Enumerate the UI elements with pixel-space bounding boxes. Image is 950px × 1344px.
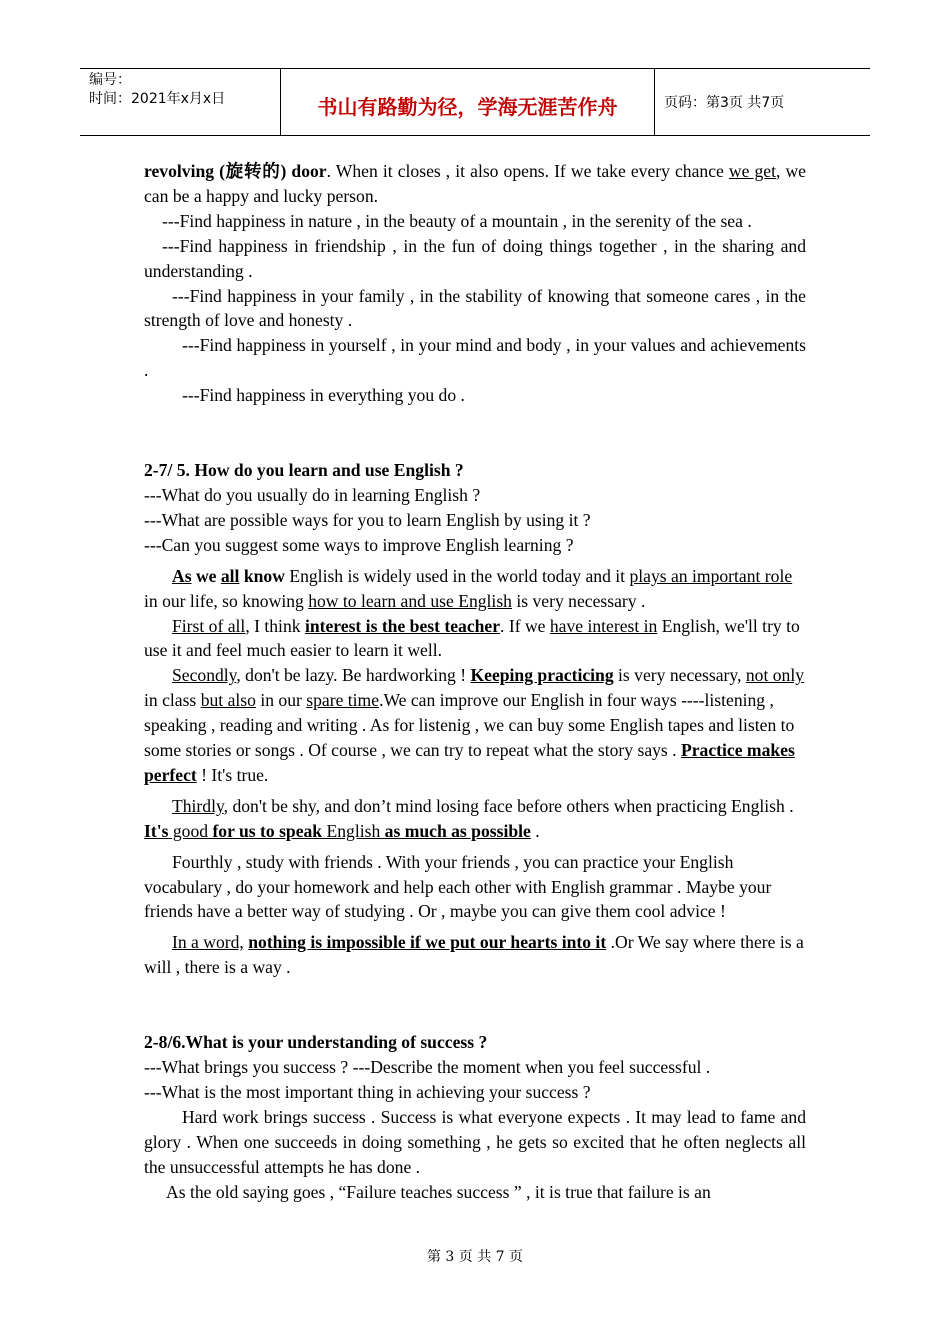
underline-phrase: good <box>168 820 213 841</box>
text: is very necessary, <box>613 665 746 686</box>
section6-paragraph-2: As the old saying goes , “Failure teaches success ” , it is true that failure is an <box>166 1181 711 1202</box>
page-header <box>80 68 870 136</box>
section6-question-2: ---What is the most important thing in achieving your success ? <box>144 1082 591 1102</box>
document-body <box>144 159 806 1205</box>
phrase-we: we <box>191 565 221 586</box>
underline-phrase: English <box>322 820 385 841</box>
header-meta-cell <box>80 69 281 135</box>
happiness-everything: ---Find happiness in everything you do . <box>182 385 465 406</box>
section6-question-1: ---What brings you success ? ---Describe the moment when you feel successful . <box>144 1057 711 1078</box>
underline-phrase: plays an important role <box>629 565 793 586</box>
text: ! It's true. <box>196 764 269 785</box>
section6-title: 2-8/6.What is your understanding of success ? <box>144 1032 488 1053</box>
happiness-yourself: ---Find happiness in yourself , in your mind and body , in your values and achievements . <box>144 335 806 381</box>
text: .Or We say where there is a will , there is a way . <box>144 932 804 978</box>
section6-paragraph-1: Hard work brings success . Success is what everyone expects . It may lead to fame and glory . When one succeeds in doing something , he gets so excited that he often neglects all the unsuccessful attempts he has done . <box>144 1106 806 1177</box>
phrase-know: know <box>239 565 285 586</box>
phrase-as: As <box>172 565 192 586</box>
text: , I think <box>245 615 305 636</box>
text: . If we <box>500 615 550 636</box>
section5-title: 2-7/ 5. How do you learn and use English ? <box>144 460 464 481</box>
text: . <box>530 820 540 841</box>
text: , don't be lazy. Be hardworking ! <box>236 665 471 686</box>
bold-underline-phrase: as much as possible <box>384 820 531 841</box>
page-footer: 第 3 页 共 7 页 <box>426 1249 524 1265</box>
intro-bold-phrase: revolving (旋转的) door <box>144 161 327 181</box>
date-label: 时间：2021年x月x日 <box>89 91 226 107</box>
text: in class <box>144 690 201 711</box>
text: in our life, so knowing <box>144 590 309 611</box>
text: in our <box>255 690 307 711</box>
happiness-friendship: ---Find happiness in friendship , in the fun of doing things together , in the sharing and understanding . <box>144 235 806 281</box>
intro-text-end: , we can be a happy and lucky person. <box>144 161 806 206</box>
underline-phrase: Thirdly <box>172 795 224 816</box>
section5-question-1: ---What do you usually do in learning English ? <box>144 484 481 505</box>
bold-underline-phrase: Practice makes perfect <box>144 740 795 785</box>
header-page-number: 页码：第3页 共7页 <box>664 95 785 111</box>
bold-underline-phrase: interest is the best teacher <box>304 615 501 636</box>
bold-underline-phrase: for us to speak <box>212 820 323 841</box>
section5-paragraph-6 <box>144 930 806 980</box>
happiness-family: ---Find happiness in your family , in the stability of knowing that someone cares , in the strength of love and honesty . <box>144 285 806 331</box>
bold-underline-phrase: nothing is impossible if we put our hearts into it <box>248 932 607 953</box>
underline-phrase: In a word, <box>172 932 244 953</box>
text: , don't be shy, and don’t mind losing face before others when practicing English . <box>223 795 794 816</box>
section5-question-2: ---What are possible ways for you to learn English by using it ? <box>144 509 591 530</box>
happiness-nature: ---Find happiness in nature , in the beauty of a mountain , in the serenity of the sea . <box>162 210 752 231</box>
underline-phrase: not only <box>745 665 805 686</box>
section5-paragraph-2 <box>144 614 806 664</box>
section5-paragraph-5: Fourthly , study with friends . With your friends , you can practice your English vocabulary , do your homework and help each other with English grammar . Maybe your friends have a better way of studying . Or , maybe you can give them cool advice ! <box>144 851 772 922</box>
header-motto: 书山有路勤为径，学海无涯苦作舟 <box>281 69 655 135</box>
underline-phrase: how to learn and use English <box>308 590 512 611</box>
section5-paragraph-1 <box>144 564 806 614</box>
underline-phrase: have interest in <box>549 615 658 636</box>
section5-paragraph-3 <box>144 663 806 788</box>
underline-phrase: First of all <box>172 615 246 636</box>
underline-phrase: but also <box>200 690 256 711</box>
intro-underline: we get <box>728 161 776 181</box>
text: is very necessary . <box>511 590 646 611</box>
underline-phrase: Secondly <box>172 665 237 686</box>
section5-paragraph-4 <box>144 794 806 844</box>
underline-phrase: spare time <box>306 690 380 711</box>
intro-text: . When it closes , it also opens. If we take every chance <box>326 161 729 181</box>
text: .We can improve our English in four ways ----listening , speaking , reading and writing . As for listenig , we can buy some English tapes and listen to some stories or songs . Of course , we can try to repeat what the story says . <box>144 690 795 761</box>
text: English is widely used in the world today and it <box>284 565 630 586</box>
intro-paragraph <box>144 159 806 209</box>
serial-number-label: 编号： <box>89 72 131 88</box>
bold-underline-phrase: Keeping practicing <box>470 665 614 686</box>
bold-underline-phrase: It's <box>144 820 169 841</box>
text: English, we'll try to use it and feel much easier to learn it well. <box>144 615 800 661</box>
phrase-all: all <box>220 565 240 586</box>
section5-question-3: ---Can you suggest some ways to improve English learning ? <box>144 534 574 555</box>
